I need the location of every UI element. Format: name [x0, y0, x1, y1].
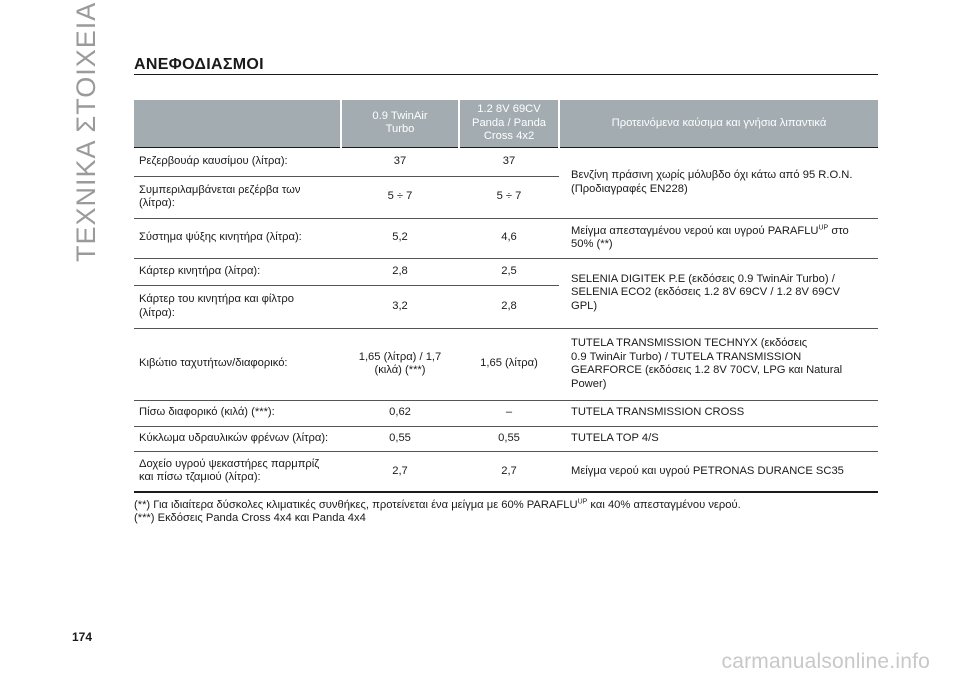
- rec-gearbox: TUTELA TRANSMISSION TECHNYX (εκδόσεις 0.9 TwinAir Turbo) / TUTELA TRANSMISSION GEARFORCE (εκδόσεις 1.2 8V 70CV, LPG και Natural Power): [559, 328, 878, 400]
- header-8v: 1.2 8V 69CV Panda / Panda Cross 4x2: [459, 100, 559, 147]
- header-label: [134, 100, 341, 147]
- row-value-twinair: 2,7: [341, 451, 459, 492]
- rec-engine-oil: SELENIA DIGITEK P.E (εκδόσεις 0.9 TwinAir Turbo) / SELENIA ECO2 (εκδόσεις 1.2 8V 69CV / 1.2 8V 69CV GPL): [559, 258, 878, 328]
- title-rule: [134, 74, 878, 75]
- table-row: [134, 258, 878, 285]
- rec-coolant-sup: UP: [818, 223, 829, 231]
- rec-coolant-text-end: στο 50% (**): [571, 224, 849, 250]
- footnote-1-text: (**) Για ιδιαίτερα δύσκολες κλιματικές συνθήκες, προτείνεται ένα μείγμα με 60% PARAFLU: [134, 499, 578, 511]
- row-label: Πίσω διαφορικό (κιλά) (***):: [134, 400, 341, 426]
- table-row: [134, 218, 878, 258]
- row-value-twinair: 1,65 (λίτρα) / 1,7 (κιλά) (***): [341, 328, 459, 400]
- rec-coolant: [559, 218, 878, 258]
- row-value-8v: –: [459, 400, 559, 426]
- footnote-1: [134, 499, 878, 512]
- row-value-twinair: 5,2: [341, 218, 459, 258]
- row-label: Κάρτερ του κινητήρα και φίλτρο (λίτρα):: [134, 285, 341, 328]
- row-value-twinair: 37: [341, 147, 459, 176]
- table-row: [134, 400, 878, 426]
- row-value-twinair: 3,2: [341, 285, 459, 328]
- row-value-8v: 4,6: [459, 218, 559, 258]
- row-label: Ρεζερβουάρ καυσίμου (λίτρα):: [134, 147, 341, 176]
- table-row: [134, 451, 878, 492]
- header-recommended: Προτεινόμενα καύσιμα και γνήσια λιπαντικά: [559, 100, 878, 147]
- header-twinair: 0.9 TwinAir Turbo: [341, 100, 459, 147]
- footnote-1-sup: UP: [577, 498, 588, 506]
- row-value-twinair: 5 ÷ 7: [341, 176, 459, 218]
- table-row: [134, 147, 878, 176]
- side-chapter-title-text: ΤΕΧΝΙΚΑ ΣΤΟΙΧΕΙΑ: [71, 1, 101, 262]
- row-label: Κύκλωμα υδραυλικών φρένων (λίτρα):: [134, 426, 341, 451]
- row-label: Συμπεριλαμβάνεται ρεζέρβα των (λίτρα):: [134, 176, 341, 218]
- row-value-8v: 2,7: [459, 451, 559, 492]
- row-value-8v: 37: [459, 147, 559, 176]
- section-title: ΑΝΕΦΟΔΙΑΣΜΟΙ: [134, 56, 264, 73]
- rec-coolant-text: Μείγμα απεσταγμένου νερού και υγρού PARAFLU: [571, 224, 819, 237]
- row-value-8v: 2,5: [459, 258, 559, 285]
- table-header-row: [134, 100, 878, 147]
- watermark: carmanualsonline.info: [721, 650, 930, 673]
- row-value-8v: 0,55: [459, 426, 559, 451]
- row-label: Δοχείο υγρού ψεκαστήρες παρμπρίζ και πίσω τζαμιού (λίτρα):: [134, 451, 341, 492]
- page-number: 174: [72, 630, 93, 644]
- rec-rear-diff: TUTELA TRANSMISSION CROSS: [559, 400, 878, 426]
- row-value-8v: 2,8: [459, 285, 559, 328]
- footnote-1-text-end: και 40% απεσταγμένου νερού.: [587, 499, 741, 511]
- row-value-twinair: 0,62: [341, 400, 459, 426]
- fluids-table: [134, 100, 878, 493]
- row-label: Κιβώτιο ταχυτήτων/διαφορικό:: [134, 328, 341, 400]
- row-value-twinair: 2,8: [341, 258, 459, 285]
- row-value-8v: 5 ÷ 7: [459, 176, 559, 218]
- table-row: [134, 328, 878, 400]
- row-value-twinair: 0,55: [341, 426, 459, 451]
- row-label: Κάρτερ κινητήρα (λίτρα):: [134, 258, 341, 285]
- footnote-2: (***) Εκδόσεις Panda Cross 4x4 και Panda 4x4: [134, 512, 366, 524]
- rec-fuel: Βενζίνη πράσινη χωρίς μόλυβδο όχι κάτω από 95 R.O.N. (Προδιαγραφές EN228): [559, 147, 878, 218]
- rec-brakes: TUTELA TOP 4/S: [559, 426, 878, 451]
- row-value-8v: 1,65 (λίτρα): [459, 328, 559, 400]
- table-row: [134, 426, 878, 451]
- footnotes: [134, 499, 878, 525]
- rec-washer: Μείγμα νερού και υγρού PETRONAS DURANCE SC35: [559, 451, 878, 492]
- row-label: Σύστημα ψύξης κινητήρα (λίτρα):: [134, 218, 341, 258]
